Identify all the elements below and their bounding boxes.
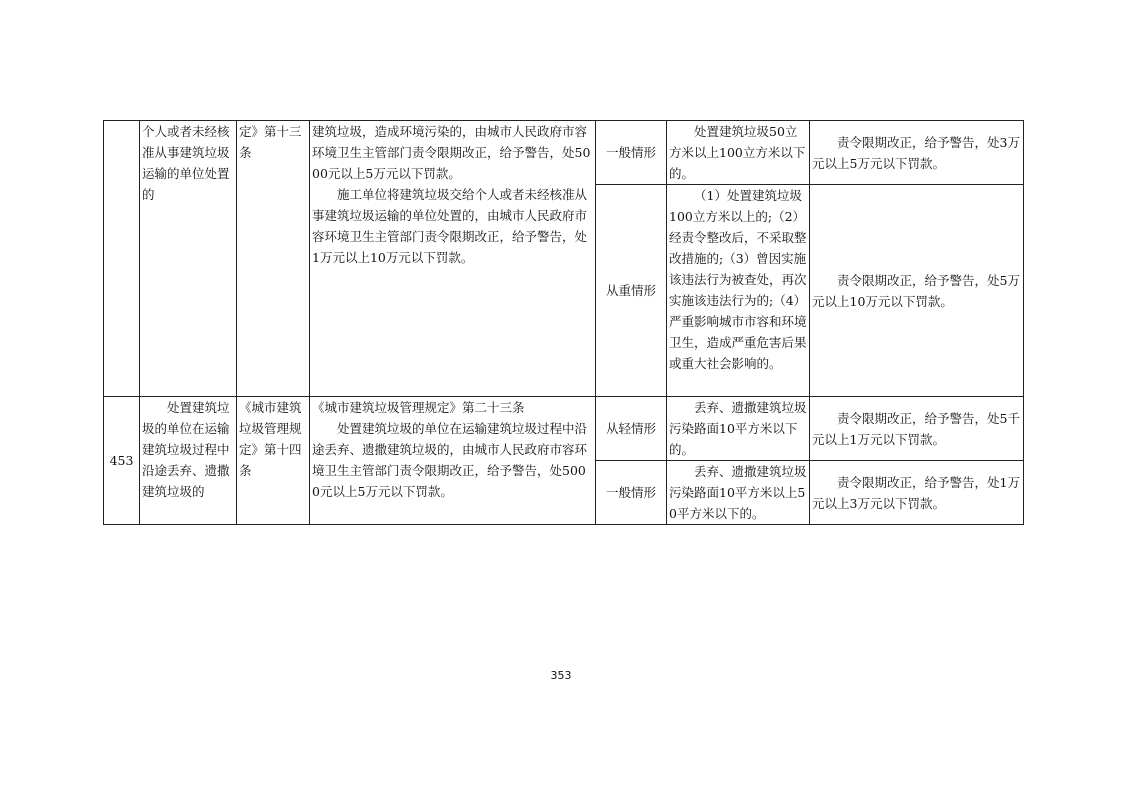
penalty-provision-cell bbox=[310, 121, 596, 397]
row-number-cell bbox=[104, 121, 140, 397]
penalty-provision-cell bbox=[310, 397, 596, 525]
penalty-standard-cell: 责令限期改正，给予警告，处1万元以上3万元以下罚款。 bbox=[810, 461, 1024, 525]
violation-behavior-cell: 个人或者未经核准从事建筑垃圾运输的单位处置的 bbox=[140, 121, 237, 397]
circumstance-cell: 丢弃、遗撒建筑垃圾污染路面10平方米以下的。 bbox=[667, 397, 810, 461]
legal-basis-cell: 《城市建筑垃圾管理规定》第十四条 bbox=[237, 397, 310, 525]
degree-cell: 从轻情形 bbox=[596, 397, 667, 461]
circumstance-cell: 丢弃、遗撒建筑垃圾污染路面10平方米以上50平方米以下的。 bbox=[667, 461, 810, 525]
provision-paragraph: 建筑垃圾，造成环境污染的，由城市人民政府市容环境卫生主管部门责令限期改正，给予警告，处5000元以上5万元以下罚款。 bbox=[312, 124, 591, 181]
degree-cell: 从重情形 bbox=[596, 185, 667, 397]
degree-cell: 一般情形 bbox=[596, 121, 667, 185]
row-number-cell: 453 bbox=[104, 397, 140, 525]
penalty-standard-cell: 责令限期改正，给予警告，处5万元以上10万元以下罚款。 bbox=[810, 185, 1024, 397]
provision-paragraph: 《城市建筑垃圾管理规定》第二十三条 bbox=[312, 400, 525, 415]
violation-behavior-cell: 处置建筑垃圾的单位在运输建筑垃圾过程中沿途丢弃、遗撒建筑垃圾的 bbox=[140, 397, 237, 525]
table-row bbox=[104, 121, 1024, 185]
penalty-standard-cell: 责令限期改正，给予警告，处3万元以上5万元以下罚款。 bbox=[810, 121, 1024, 185]
provision-paragraph: 施工单位将建筑垃圾交给个人或者未经核准从事建筑垃圾运输的单位处置的，由城市人民政府市容环境卫生主管部门责令限期改正，给予警告，处1万元以上10万元以下罚款。 bbox=[312, 187, 588, 265]
page-number: 353 bbox=[550, 669, 572, 682]
penalty-standard-table bbox=[103, 120, 1024, 525]
penalty-standard-cell: 责令限期改正，给予警告，处5千元以上1万元以下罚款。 bbox=[810, 397, 1024, 461]
legal-basis-cell: 定》第十三条 bbox=[237, 121, 310, 397]
circumstance-cell: （1）处置建筑垃圾100立方米以上的;（2）经责令整改后，不采取整改措施的;（3）曾因实施该违法行为被查处，再次实施该违法行为的;（4）严重影响城市市容和环境卫生，造成严重危害后果或重大社会影响的。 bbox=[667, 185, 810, 397]
provision-paragraph: 处置建筑垃圾的单位在运输建筑垃圾过程中沿途丢弃、遗撒建筑垃圾的，由城市人民政府市容环境卫生主管部门责令限期改正，给予警告，处5000元以上5万元以下罚款。 bbox=[312, 421, 588, 499]
table-row bbox=[104, 397, 1024, 461]
circumstance-cell: 处置建筑垃圾50立方米以上100立方米以下的。 bbox=[667, 121, 810, 185]
degree-cell: 一般情形 bbox=[596, 461, 667, 525]
